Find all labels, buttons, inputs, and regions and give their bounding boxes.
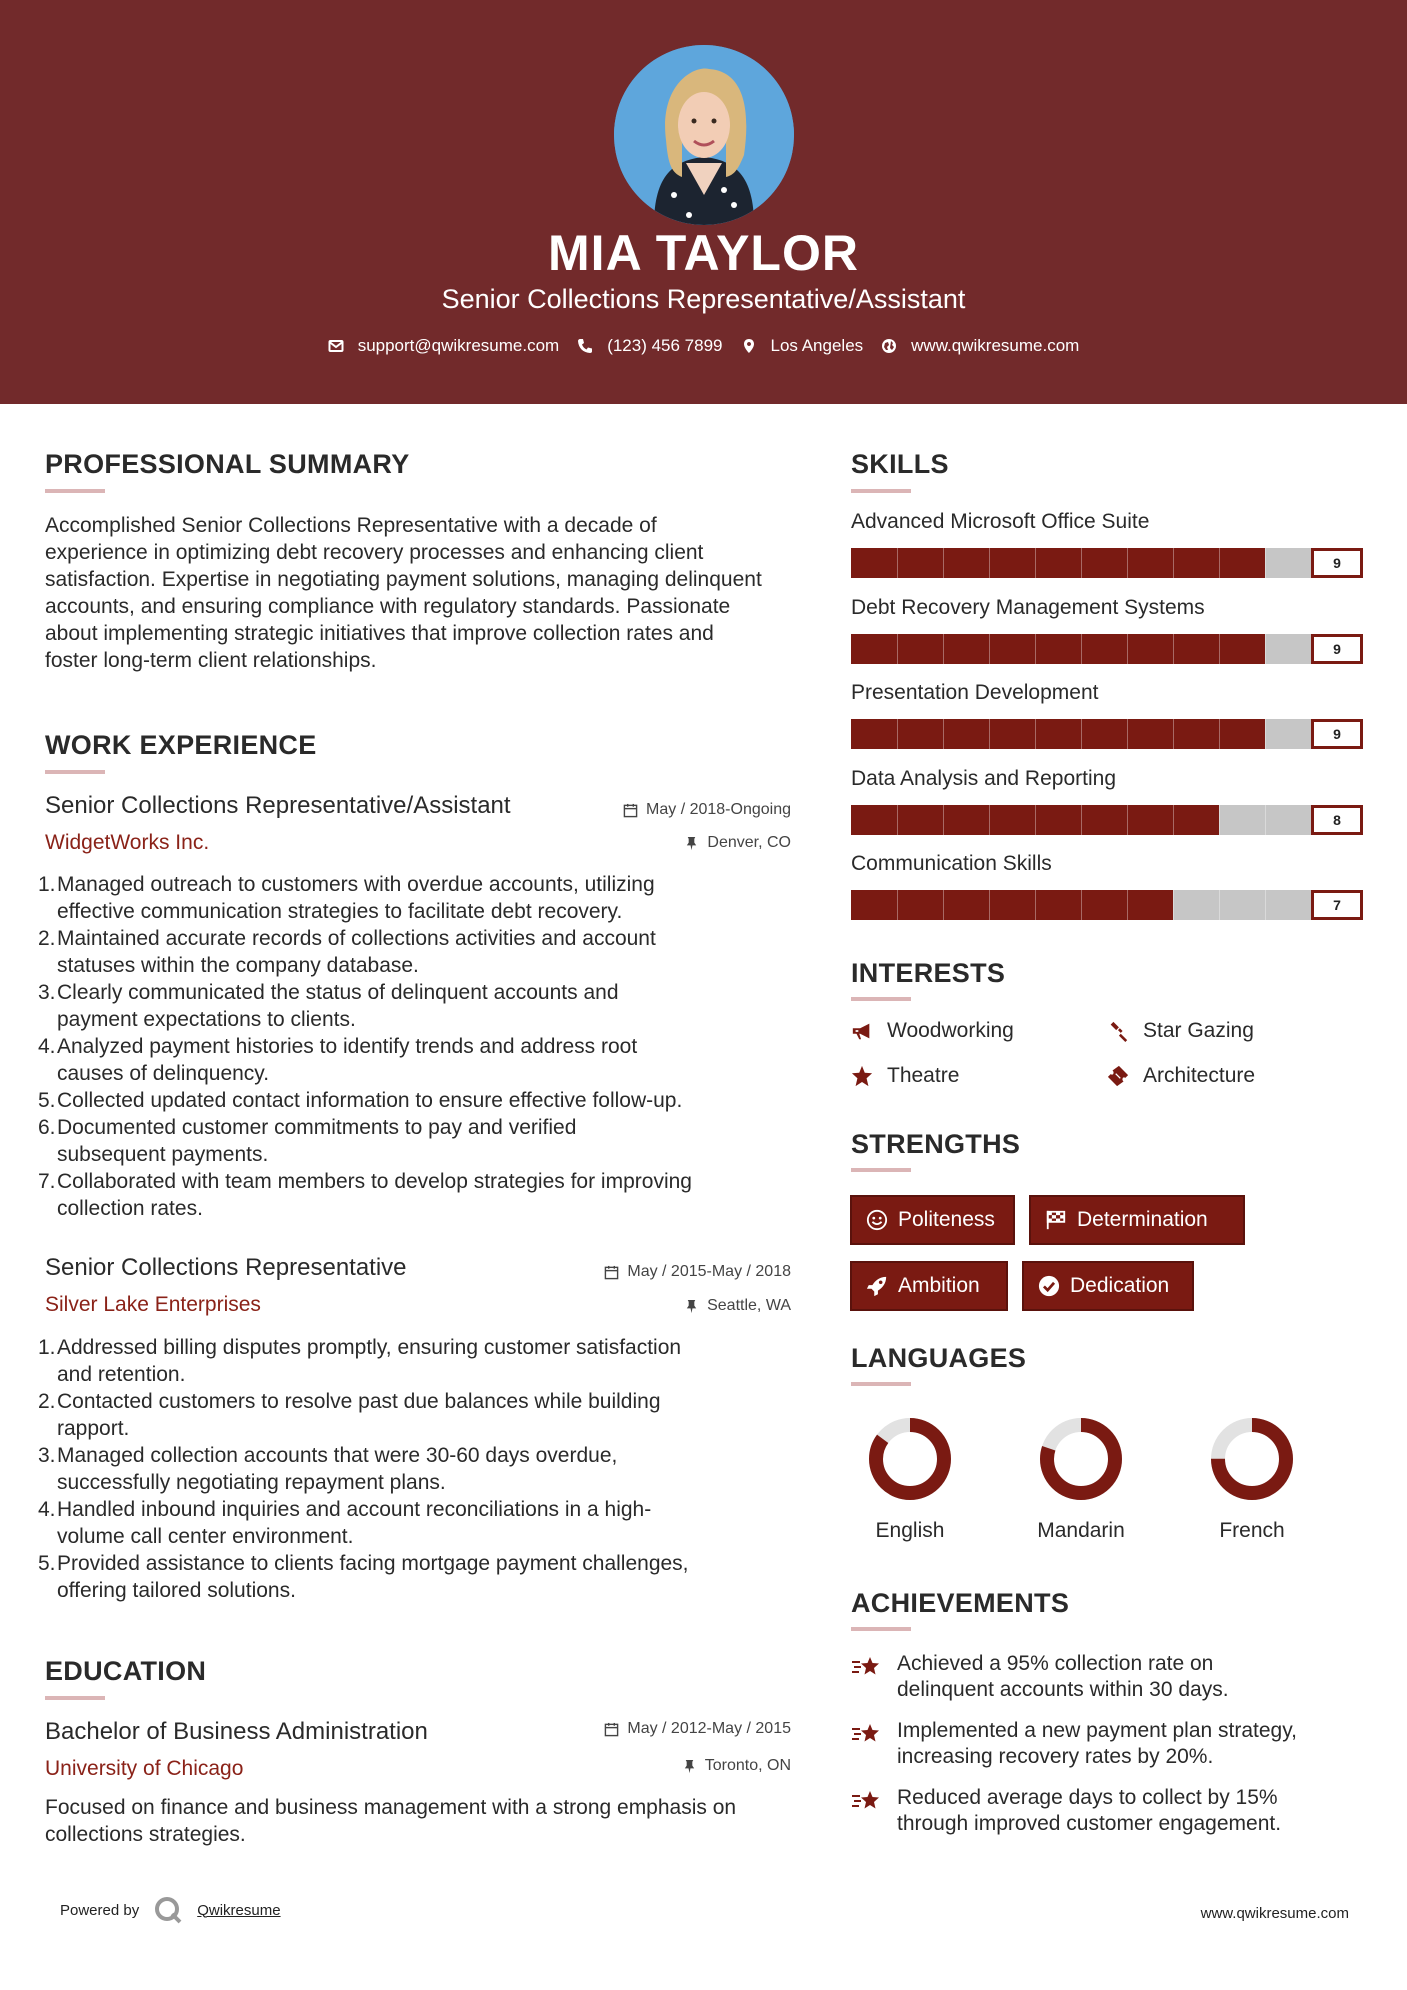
duty-number: 6.: [38, 1116, 56, 1139]
experience-rule: [45, 770, 105, 774]
duty-number: 4.: [38, 1035, 56, 1058]
avatar: [614, 45, 794, 225]
contact-location: [741, 336, 864, 356]
interest-item: [851, 1019, 1014, 1043]
skill-bar-track: [851, 890, 1311, 920]
location-text: Los Angeles: [770, 336, 864, 355]
interests-rule: [851, 997, 911, 1001]
skills-heading: SKILLS: [851, 449, 949, 479]
language-donut: [1207, 1414, 1297, 1504]
skill-score: 7: [1311, 890, 1363, 920]
language-name: Mandarin: [1037, 1519, 1125, 1542]
education-location-text: Toronto, ON: [704, 1757, 791, 1774]
duty-number: 7.: [38, 1170, 56, 1193]
duty-number: 1.: [38, 873, 56, 896]
language-item: [1021, 1414, 1141, 1543]
skill-bar-track: [851, 719, 1311, 749]
skill-bar-fill: [851, 719, 1265, 749]
skill-bar-segment: [1127, 719, 1128, 749]
job-duties-list: [38, 1334, 798, 1604]
skill-bar-segment: [1035, 805, 1036, 835]
strengths-rule: [851, 1168, 911, 1172]
skill-bar-segment: [1173, 634, 1174, 664]
duty-item: [38, 871, 798, 925]
experience-heading: WORK EXPERIENCE: [45, 730, 317, 760]
language-name: French: [1219, 1519, 1285, 1542]
duty-number: 1.: [38, 1336, 56, 1359]
achievement-text: Implemented a new payment plan strategy, increasing recovery rates by 20%.: [897, 1719, 1297, 1768]
contact-phone[interactable]: [577, 336, 722, 356]
contact-bar: [0, 336, 1407, 356]
contact-email[interactable]: [328, 336, 560, 356]
skill-bar-track: [851, 548, 1311, 578]
skill-bar-segment: [1173, 805, 1174, 835]
duty-number: 2.: [38, 927, 56, 950]
contact-website[interactable]: [881, 336, 1079, 356]
interest-item: [1107, 1064, 1255, 1088]
duty-item: [38, 925, 798, 979]
skill-bar-segment: [1265, 890, 1266, 920]
map-pin-icon: [741, 338, 757, 354]
achievement-text: Achieved a 95% collection rate on delinquent accounts within 30 days.: [897, 1652, 1229, 1701]
skill-name: Presentation Development: [851, 681, 1099, 704]
skill-bar-segment: [1173, 890, 1174, 920]
interest-item: [851, 1064, 959, 1088]
summary-text: Accomplished Senior Collections Representative with a decade of experience in optimizing debt recovery processes and enhancing client satisfaction. Expertise in negotiating payment solutions, managing delinquent accounts, and ensuring compliance with regulatory standards. Passionate about implementing strategic initiatives that improve collection rates and foster long-term client relationships.: [45, 514, 762, 672]
skill-bar-segment: [1081, 634, 1082, 664]
education-text: Focused on finance and business management with a strong emphasis on collections strategies.: [45, 1796, 737, 1846]
skill-bar-segment: [1265, 805, 1266, 835]
skill-bar-fill: [851, 890, 1173, 920]
achievement-item: [851, 1785, 1371, 1837]
job-title: Senior Collections Representative/Assistant: [45, 792, 511, 819]
skill-bar-segment: [897, 548, 898, 578]
job-location: [560, 1297, 791, 1315]
duty-item: [38, 1550, 798, 1604]
skill-bar-segment: [1173, 548, 1174, 578]
duty-item: [38, 1496, 798, 1550]
achievement-item: [851, 1718, 1371, 1770]
candidate-role: Senior Collections Representative/Assistant: [441, 284, 966, 314]
skill-bar-segment: [943, 634, 944, 664]
skill-bar-segment: [989, 805, 990, 835]
strength-badge: [850, 1261, 1008, 1311]
skill-score: 9: [1311, 634, 1363, 664]
duty-number: 3.: [38, 1444, 56, 1467]
skill-bar: [851, 890, 1363, 920]
skill-bar-segment: [1219, 548, 1220, 578]
skill-bar: [851, 548, 1363, 578]
website-text[interactable]: www.qwikresume.com: [911, 336, 1080, 355]
languages-rule: [851, 1382, 911, 1386]
skill-bar-segment: [943, 890, 944, 920]
duty-text: Addressed billing disputes promptly, ensuring customer satisfaction and retention.: [57, 1336, 682, 1386]
strength-badge: [1029, 1195, 1245, 1245]
job-location-text: Seattle, WA: [707, 1297, 791, 1314]
pushpin-icon: [684, 1299, 699, 1314]
summary-rule: [45, 489, 105, 493]
duty-text: Contacted customers to resolve past due balances while building rapport.: [57, 1390, 661, 1440]
duty-text: Analyzed payment histories to identify trends and address root causes of delinquency.: [57, 1035, 638, 1085]
duty-item: [38, 1087, 798, 1114]
duty-text: Documented customer commitments to pay and verified subsequent payments.: [57, 1116, 577, 1166]
duty-item: [38, 979, 798, 1033]
rocket-icon: [866, 1275, 888, 1297]
skill-score: 8: [1311, 805, 1363, 835]
skill-name: Advanced Microsoft Office Suite: [851, 510, 1150, 533]
job-title: Senior Collections Representative: [45, 1254, 407, 1281]
language-item: [1192, 1414, 1312, 1543]
smile-icon: [866, 1209, 888, 1231]
skill-bar-segment: [1081, 719, 1082, 749]
duty-number: 4.: [38, 1498, 56, 1521]
job-date-text: May / 2018-Ongoing: [646, 801, 791, 818]
skill-bar-fill: [851, 548, 1265, 578]
skill-bar-segment: [897, 890, 898, 920]
duty-item: [38, 1334, 798, 1388]
pushpin-icon: [684, 836, 699, 851]
skill-bar-segment: [1127, 548, 1128, 578]
duty-number: 5.: [38, 1089, 56, 1112]
candidate-name: MIA TAYLOR: [548, 225, 859, 281]
skill-name: Communication Skills: [851, 852, 1052, 875]
skill-bar-segment: [943, 719, 944, 749]
skill-bar-track: [851, 634, 1311, 664]
footer-brand-link[interactable]: Qwikresume: [197, 1901, 281, 1919]
duty-number: 2.: [38, 1390, 56, 1413]
skill-bar: [851, 719, 1363, 749]
calendar-icon: [604, 1265, 619, 1280]
skill-bar-segment: [989, 890, 990, 920]
strength-label: Determination: [1077, 1208, 1208, 1231]
company-name: WidgetWorks Inc.: [45, 831, 210, 854]
skill-bar-segment: [1127, 805, 1128, 835]
company-name: Silver Lake Enterprises: [45, 1293, 261, 1316]
education-location: [560, 1757, 791, 1775]
shooting-star-icon: [851, 1720, 883, 1748]
achievements-rule: [851, 1627, 911, 1631]
skill-bar-segment: [1265, 634, 1266, 664]
skill-bar-segment: [1127, 890, 1128, 920]
skill-bar-segment: [943, 805, 944, 835]
strength-label: Politeness: [898, 1208, 995, 1231]
skill-bar-segment: [1173, 719, 1174, 749]
skill-bar-segment: [1219, 805, 1220, 835]
language-donut: [1036, 1414, 1126, 1504]
language-name: English: [875, 1519, 945, 1542]
duty-text: Maintained accurate records of collections activities and account statuses within the company database.: [57, 927, 656, 977]
strengths-heading: STRENGTHS: [851, 1129, 1021, 1159]
strength-badge: [1022, 1261, 1194, 1311]
pushpin-icon: [682, 1759, 697, 1774]
skill-bar-segment: [1265, 719, 1266, 749]
skill-bar-segment: [1035, 719, 1036, 749]
achievement-item: [851, 1651, 1371, 1703]
skill-bar: [851, 634, 1363, 664]
skill-score: 9: [1311, 719, 1363, 749]
skill-bar-segment: [989, 548, 990, 578]
interest-label: Theatre: [887, 1064, 960, 1087]
duty-item: [38, 1033, 798, 1087]
skills-rule: [851, 489, 911, 493]
skill-bar-segment: [897, 805, 898, 835]
calendar-icon: [604, 1722, 619, 1737]
email-text[interactable]: support@qwikresume.com: [357, 336, 560, 355]
job-duties-list: [38, 871, 798, 1222]
interests-heading: INTERESTS: [851, 958, 1006, 988]
skill-bar-segment: [1035, 890, 1036, 920]
interest-label: Woodworking: [887, 1019, 1014, 1042]
phone-text[interactable]: (123) 456 7899: [607, 336, 723, 355]
interest-label: Architecture: [1143, 1064, 1256, 1087]
education-heading: EDUCATION: [45, 1656, 207, 1686]
strength-label: Dedication: [1070, 1274, 1170, 1297]
duty-number: 5.: [38, 1552, 56, 1575]
job-date: [560, 1263, 791, 1281]
skill-bar-segment: [897, 634, 898, 664]
duty-item: [38, 1114, 798, 1168]
job-location-text: Denver, CO: [707, 834, 791, 851]
skill-bar-track: [851, 805, 1311, 835]
duty-item: [38, 1442, 798, 1496]
phone-icon: [577, 338, 593, 354]
skill-bar-segment: [1081, 548, 1082, 578]
skill-name: Data Analysis and Reporting: [851, 766, 1116, 790]
summary-heading: PROFESSIONAL SUMMARY: [45, 449, 410, 479]
duty-number: 3.: [38, 981, 56, 1004]
achievement-text: Reduced average days to collect by 15% through improved customer engagement.: [897, 1786, 1282, 1835]
shooting-star-icon: [851, 1653, 883, 1681]
achievements-heading: ACHIEVEMENTS: [851, 1588, 1070, 1618]
skill-bar-segment: [989, 634, 990, 664]
skill-name: Debt Recovery Management Systems: [851, 595, 1205, 619]
ticket-icon: [1107, 1065, 1129, 1087]
skill-score: 9: [1311, 548, 1363, 578]
gavel-icon: [1107, 1020, 1129, 1042]
skill-bar-segment: [1219, 719, 1220, 749]
duty-text: Provided assistance to clients facing mortgage payment challenges, offering tailored solutions.: [57, 1552, 689, 1602]
globe-icon: [881, 338, 897, 354]
duty-text: Collected updated contact information to ensure effective follow-up.: [57, 1089, 683, 1112]
envelope-icon: [328, 338, 344, 354]
language-item: [850, 1414, 970, 1543]
school-name: University of Chicago: [45, 1757, 244, 1780]
interest-item: [1107, 1019, 1254, 1043]
education-date: [560, 1720, 791, 1738]
calendar-icon: [623, 803, 638, 818]
flag-icon: [1045, 1209, 1067, 1231]
skill-bar-segment: [1219, 634, 1220, 664]
duty-text: Managed outreach to customers with overdue accounts, utilizing effective communication strategies to facilitate debt recovery.: [57, 873, 655, 923]
strength-label: Ambition: [898, 1274, 980, 1297]
skill-bar-segment: [1219, 890, 1220, 920]
skill-bar-segment: [1127, 634, 1128, 664]
footer-powered: [60, 1895, 281, 1925]
skill-bar-segment: [989, 719, 990, 749]
star-icon: [851, 1065, 873, 1087]
duty-text: Collaborated with team members to develop strategies for improving collection rates.: [57, 1170, 692, 1220]
skill-bar-segment: [897, 719, 898, 749]
job-date: [560, 801, 791, 819]
shooting-star-icon: [851, 1787, 883, 1815]
megaphone-icon: [851, 1020, 873, 1042]
job-date-text: May / 2015-May / 2018: [627, 1263, 791, 1280]
skill-bar: [851, 805, 1363, 835]
job-location: [560, 834, 791, 852]
skill-bar-fill: [851, 634, 1265, 664]
interest-label: Star Gazing: [1143, 1019, 1254, 1042]
check-circle-icon: [1038, 1275, 1060, 1297]
skill-bar-segment: [1081, 805, 1082, 835]
language-donut: [865, 1414, 955, 1504]
duty-text: Clearly communicated the status of delinquent accounts and payment expectations to clients.: [57, 981, 619, 1031]
skill-bar-segment: [1035, 634, 1036, 664]
skill-bar-segment: [943, 548, 944, 578]
skill-bar-segment: [1081, 890, 1082, 920]
qwikresume-logo-icon: [153, 1895, 183, 1925]
strength-badge: [850, 1195, 1015, 1245]
duty-item: [38, 1388, 798, 1442]
education-rule: [45, 1696, 105, 1700]
resume-header: [0, 0, 1407, 404]
duty-text: Managed collection accounts that were 30-60 days overdue, successfully negotiating repayment plans.: [57, 1444, 618, 1494]
skill-bar-segment: [1265, 548, 1266, 578]
skill-bar-segment: [1035, 548, 1036, 578]
languages-heading: LANGUAGES: [851, 1343, 1027, 1373]
footer-site[interactable]: www.qwikresume.com: [1200, 1905, 1349, 1922]
degree-title: Bachelor of Business Administration: [45, 1718, 428, 1745]
duty-item: [38, 1168, 798, 1222]
education-date-text: May / 2012-May / 2015: [627, 1720, 791, 1737]
powered-by-text: Powered by: [60, 1901, 140, 1919]
duty-text: Handled inbound inquiries and account reconciliations in a high- volume call center environment.: [57, 1498, 652, 1548]
